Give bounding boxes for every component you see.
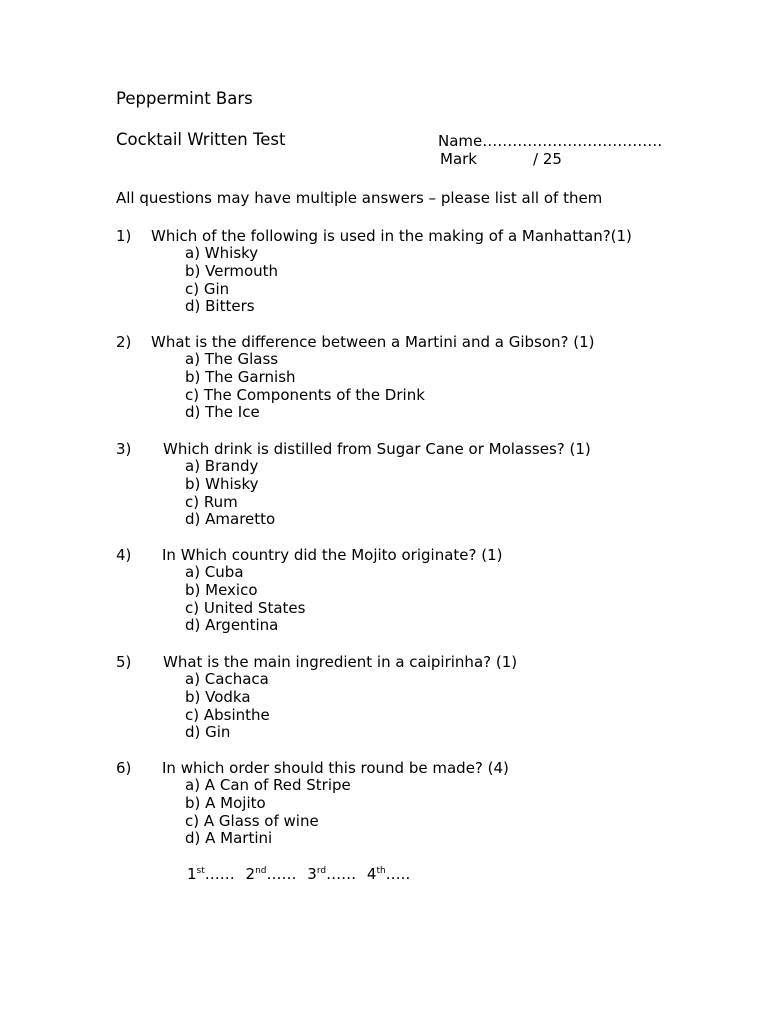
option-b: b) The Garnish xyxy=(185,367,296,386)
question-text: In which order should this round be made? (4) xyxy=(162,759,509,777)
option-b: b) Vermouth xyxy=(185,261,279,280)
option-c: c) A Glass of wine xyxy=(185,811,319,830)
question-number: 4) xyxy=(116,546,132,564)
answer-options xyxy=(185,564,305,635)
option-a: a) Cuba xyxy=(185,563,244,581)
order-slot-1st: 1st…… xyxy=(187,865,235,883)
name-field-label: Name……………………………… xyxy=(438,132,663,150)
option-d: d) The Ice xyxy=(185,403,260,422)
option-d: d) Gin xyxy=(185,723,231,742)
question-text: In Which country did the Mojito originate? (1) xyxy=(162,546,503,564)
order-slot-2nd: 2nd…… xyxy=(245,865,297,883)
option-c: c) Rum xyxy=(185,492,238,511)
option-a: a) Brandy xyxy=(185,457,259,475)
mark-label: Mark xyxy=(440,150,477,168)
test-title: Cocktail Written Test xyxy=(116,130,286,149)
instructions: All questions may have multiple answers – please list all of them xyxy=(116,189,603,207)
order-slot-4th: 4th….. xyxy=(366,865,411,883)
question-number: 5) xyxy=(116,653,132,671)
answer-options xyxy=(185,245,278,316)
order-answer-line xyxy=(187,865,416,883)
option-c: c) United States xyxy=(185,598,306,617)
option-b: b) Whisky xyxy=(185,474,259,493)
option-b: b) A Mojito xyxy=(185,793,266,812)
option-a: a) Whisky xyxy=(185,244,259,262)
option-a: a) Cachaca xyxy=(185,670,269,688)
option-b: b) Mexico xyxy=(185,580,258,599)
option-c: c) The Components of the Drink xyxy=(185,385,425,404)
question-text: What is the main ingredient in a caipirinha? (1) xyxy=(163,653,518,671)
option-d: d) Argentina xyxy=(185,616,279,635)
mark-total: / 25 xyxy=(533,150,562,168)
question-number: 2) xyxy=(116,333,132,351)
answer-options xyxy=(185,351,425,422)
order-slot-3rd: 3rd…… xyxy=(307,865,357,883)
option-c: c) Absinthe xyxy=(185,705,270,724)
answer-options xyxy=(185,777,351,848)
question-text: Which drink is distilled from Sugar Cane or Molasses? (1) xyxy=(163,440,591,458)
option-a: a) The Glass xyxy=(185,350,279,368)
company-name: Peppermint Bars xyxy=(116,89,253,108)
option-d: d) A Martini xyxy=(185,829,273,848)
answer-options xyxy=(185,458,275,529)
option-b: b) Vodka xyxy=(185,687,251,706)
answer-options xyxy=(185,671,270,742)
question-number: 6) xyxy=(116,759,132,777)
question-text: What is the difference between a Martini and a Gibson? (1) xyxy=(151,333,595,351)
question-text: Which of the following is used in the making of a Manhattan?(1) xyxy=(151,227,632,245)
option-d: d) Bitters xyxy=(185,297,255,316)
option-d: d) Amaretto xyxy=(185,510,276,529)
question-number: 1) xyxy=(116,227,132,245)
option-a: a) A Can of Red Stripe xyxy=(185,776,351,794)
option-c: c) Gin xyxy=(185,279,230,298)
question-number: 3) xyxy=(116,440,132,458)
